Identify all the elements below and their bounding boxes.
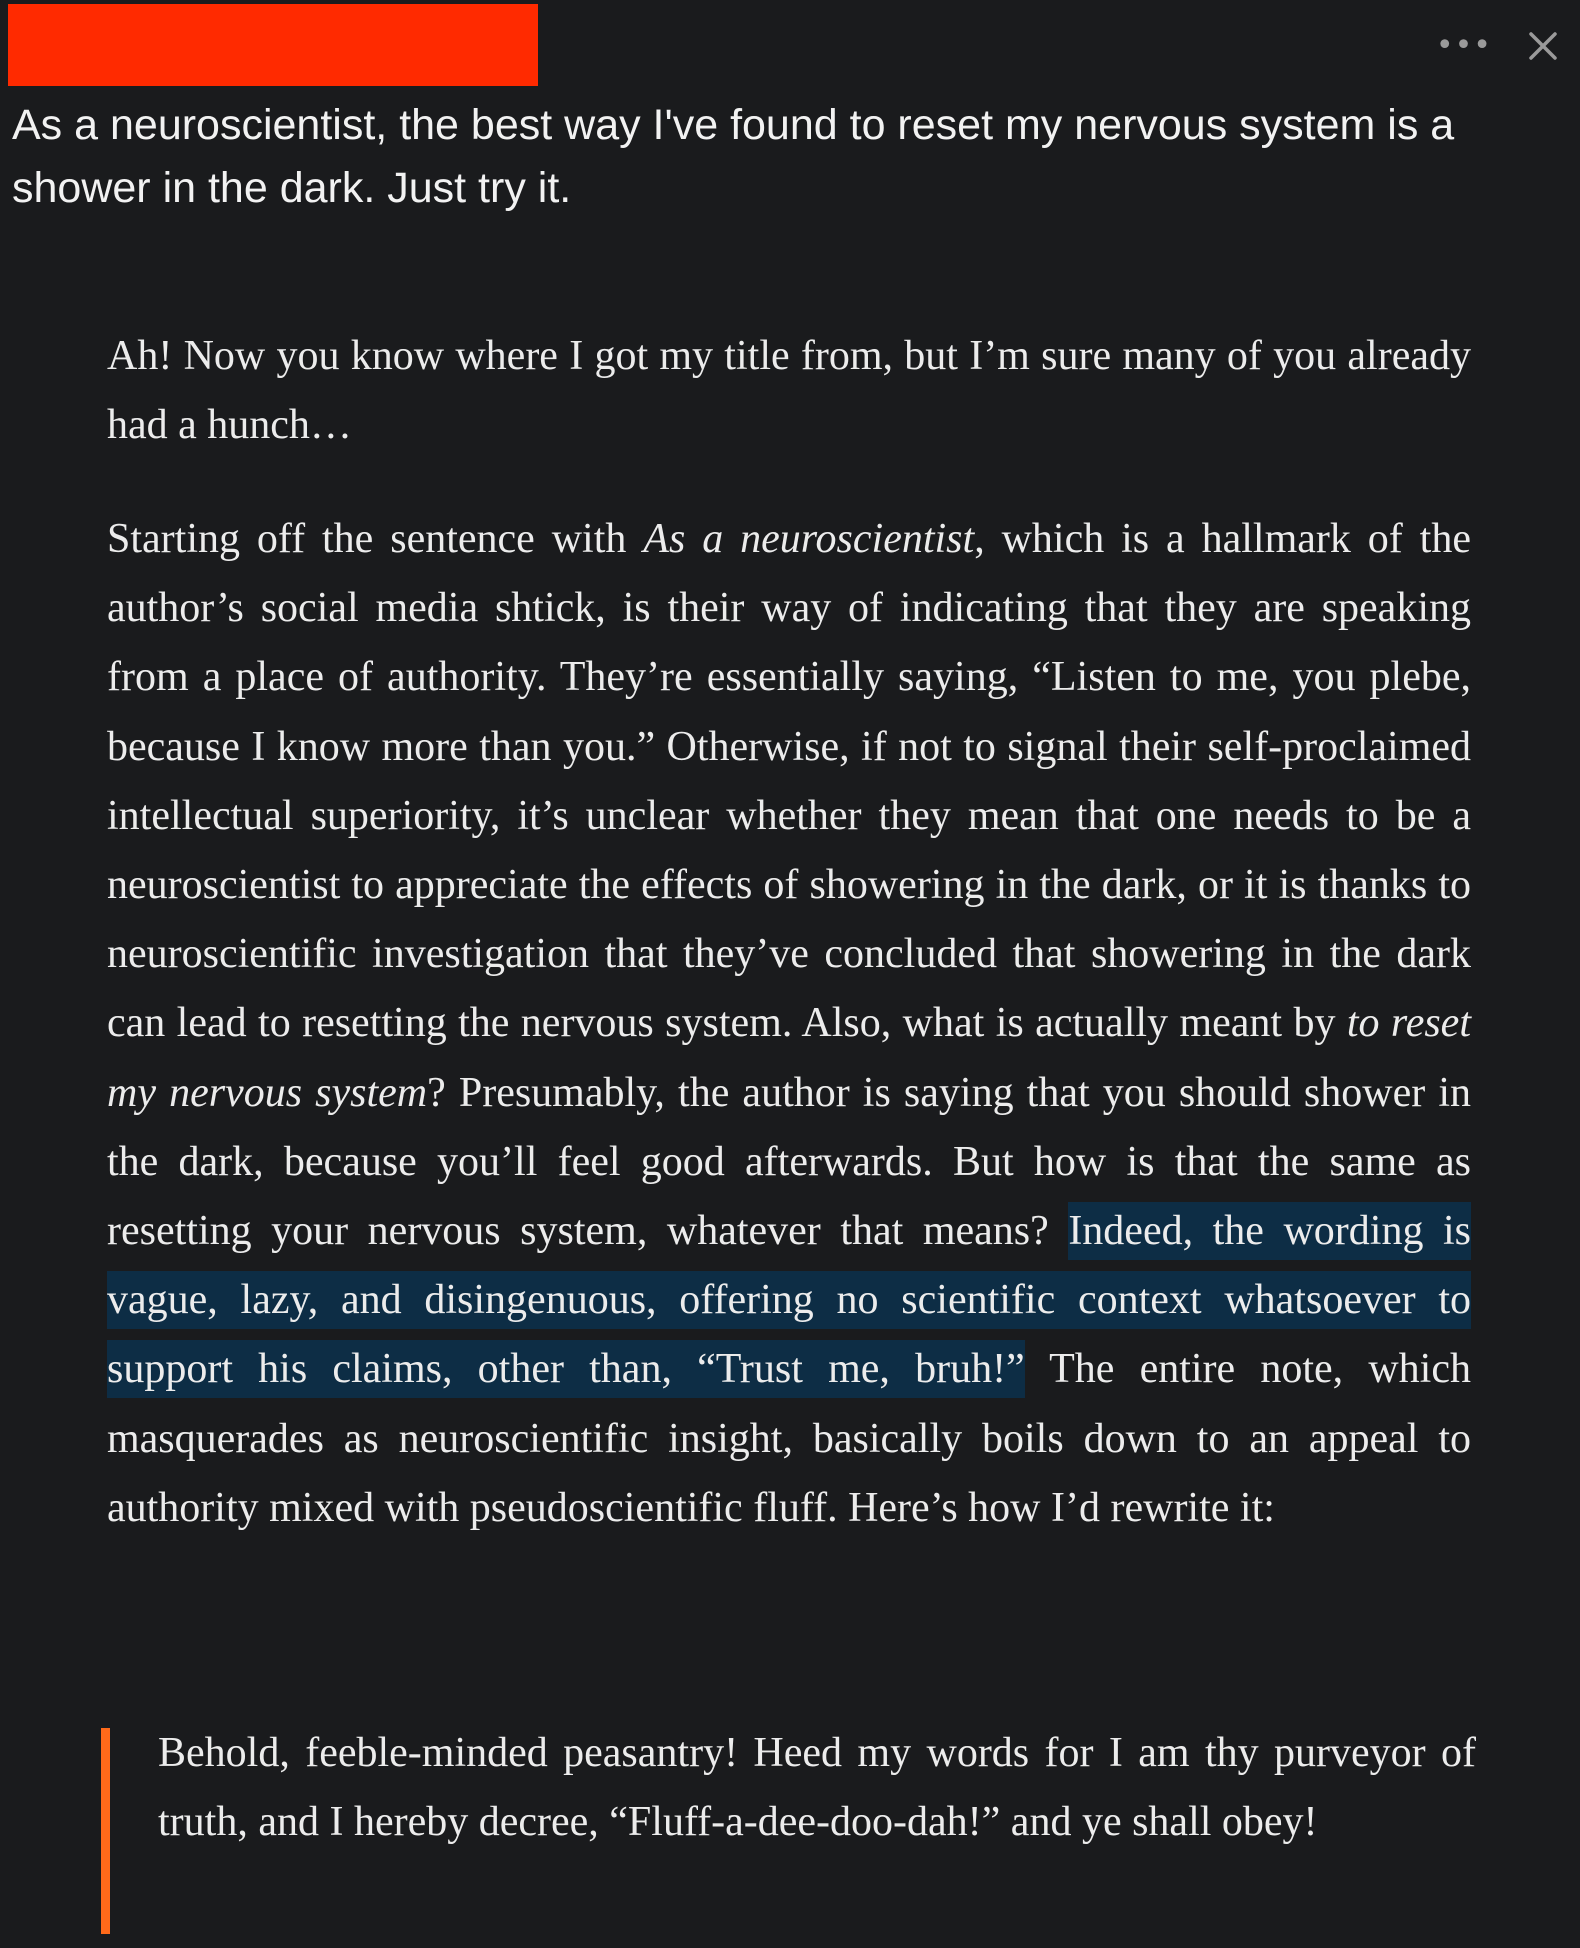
quote-text: Behold, feeble-minded peasantry! Heed my words for I am thy purveyor of truth, and I hereby decree, “Fluff-a-dee-doo-dah!” and ye shall obey! [158,1730,1476,1846]
quote-bar [101,1728,110,1934]
text-run: Starting off the sentence with [107,516,644,562]
close-icon[interactable] [1520,23,1566,69]
toolbar [1436,22,1566,70]
italic-phrase: As a neuroscientist [643,516,975,562]
note-title: As a neuroscientist, the best way I've found to reset my nervous system is a shower in the dark. Just try it. [12,101,1455,212]
redaction-box [8,4,538,86]
highlighted-text[interactable]: Indeed, the wording is vague, lazy, and disingenuous, offering no scientific context whatsoever to support his claims, other than, “Trust me, bruh!” [107,1202,1471,1398]
text-run: ? Presumably, the author is saying that you should shower in the dark, because you’ll feel good afterwards. But how is that the same as resetting your nervous system, whatever that means? [107,1069,1472,1255]
more-options-icon[interactable]: ••• [1435,28,1492,63]
italic-phrase: to reset my nervous system [107,1000,1471,1116]
paragraph-analysis [107,505,1471,1543]
text-run: , which is a hallmark of the author’s social media shtick, is their way of indicating that they are speaking from a place of authority. They’re essentially saying, “Listen to me, you plebe, because I know more than you.” Otherwise, if not to signal their self-proclaimed intellectual superiority, it’s unclear whether they mean that one needs to be a neuroscientist to appreciate the effects of showering in the dark, or it is thanks to neuroscientific investigation that they’ve concluded that showering in the dark can lead to resetting the nervous system. Also, what is actually meant by [107,516,1471,1047]
blockquote [101,1728,1479,1932]
paragraph-intro: Ah! Now you know where I got my title from, but I’m sure many of you already had a hunch… [107,333,1471,449]
text-run: The entire note, which masquerades as neuroscientific insight, basically boils down to an appeal to authority mixed with pseudoscientific fluff. Here’s how I’d rewrite it: [107,1346,1471,1531]
